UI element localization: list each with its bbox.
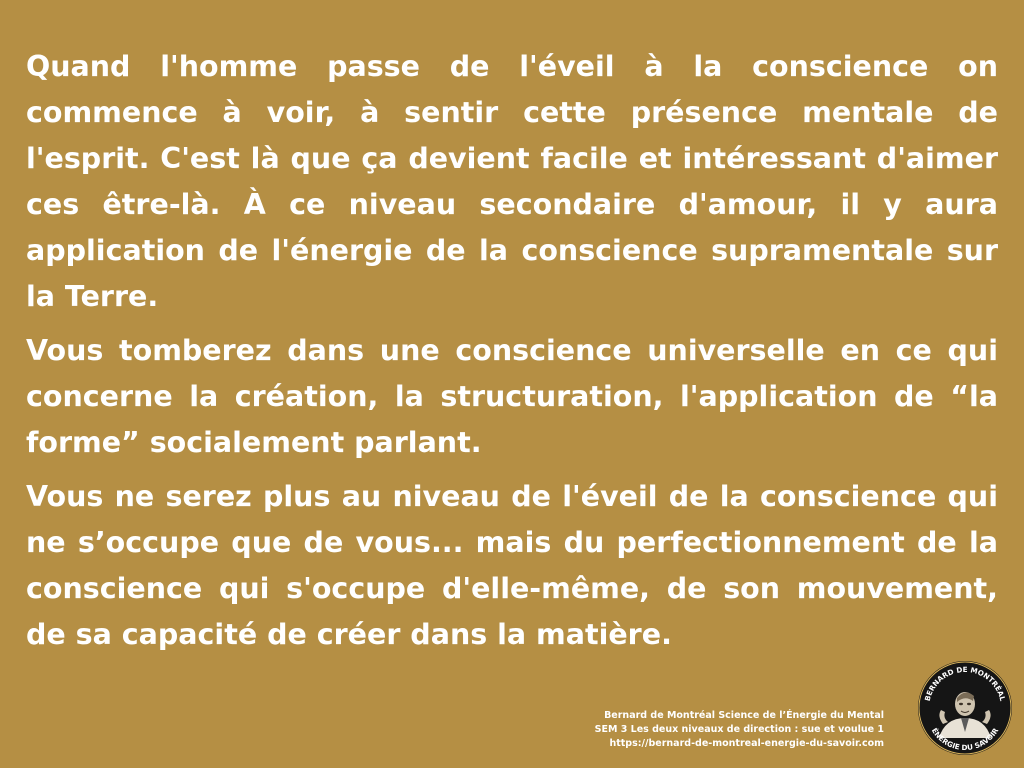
credit-seminar: SEM 3 Les deux niveaux de direction : sue et voulue 1 [594,724,884,735]
portrait-seal-icon [917,660,1013,756]
quote-paragraph-1: Quand l'homme passe de l'éveil à la conscience on commence à voir, à sentir cette présence mentale de l'esprit. C'est là que ça devient facile et intéressant d'aimer ces être-là. À ce niveau secondaire d'amour, il y aura application de l'énergie de la conscience supramentale sur la Terre. [26,50,998,313]
logo-top-text: BERNARD DE MONTRÉAL [922,665,1008,703]
logo-bottom-text: ÉNERGIE DU SAVOIR [929,726,1001,753]
quote-text [26,44,998,658]
quote-paragraph-2: Vous tomberez dans une conscience universelle en ce qui concerne la création, la structuration, l'application de “la forme” socialement parlant. [26,334,998,459]
credit-author: Bernard de Montréal Science de l’Énergie du Mental [604,710,884,721]
source-credits [560,709,884,751]
quote-paragraph-3: Vous ne serez plus au niveau de l'éveil de la conscience qui ne s’occupe que de vous... mais du perfectionnement de la conscience qui s'occupe d'elle-même, de son mouvement, de sa capacité de créer dans la matière. [26,480,998,651]
credit-website: https://bernard-de-montreal-energie-du-savoir.com [609,738,884,749]
